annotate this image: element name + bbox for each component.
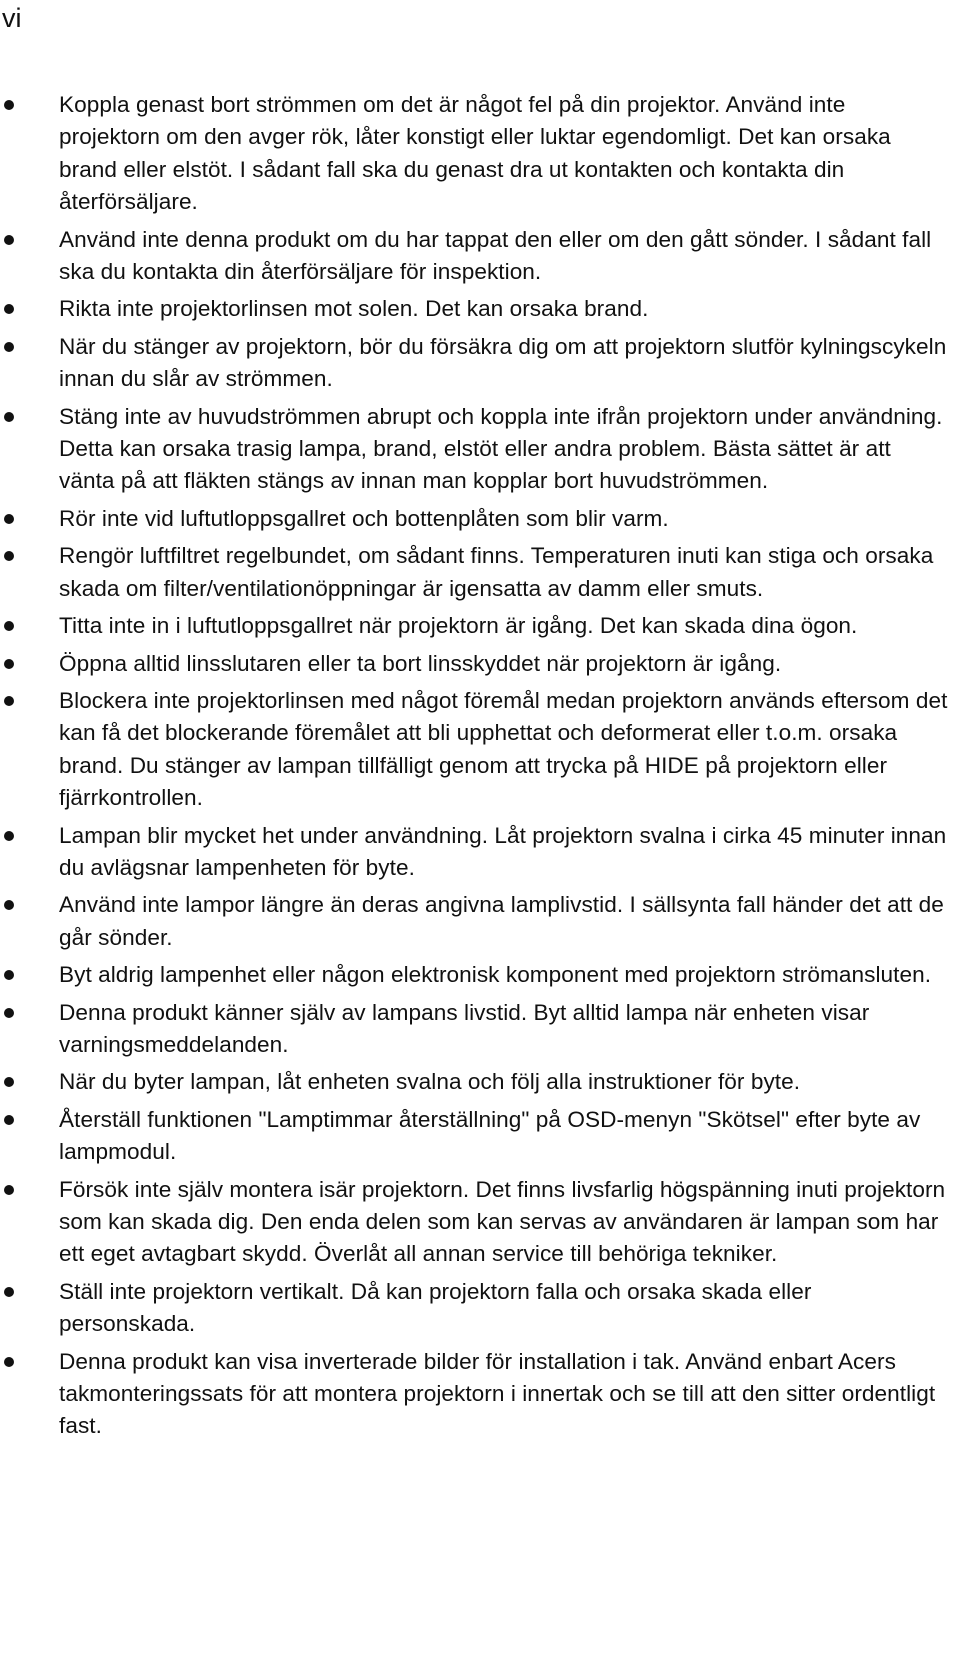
bullet-icon: [4, 100, 14, 110]
list-item-text: När du stänger av projektorn, bör du försäkra dig om att projektorn slutför kylningscykeln innan du slår av strömmen.: [59, 333, 947, 392]
list-item-text: Öppna alltid linsslutaren eller ta bort linsskyddet när projektorn är igång.: [59, 650, 782, 676]
list-item-text: Denna produkt känner själv av lampans livstid. Byt alltid lampa när enheten visar varningsmeddelanden.: [59, 999, 870, 1057]
list-item: [0, 224, 960, 289]
bullet-icon: [4, 621, 14, 631]
bullet-icon: [4, 900, 14, 910]
bullet-icon: [4, 1008, 14, 1018]
list-item-text: Rikta inte projektorlinsen mot solen. Det kan orsaka brand.: [59, 296, 649, 322]
bullet-icon: [4, 235, 14, 245]
list-item-text: Använd inte lampor längre än deras angivna lamplivstid. I sällsynta fall händer det att de går sönder.: [59, 892, 944, 950]
bullet-icon: [4, 342, 14, 352]
list-item: [0, 293, 960, 325]
list-item: [0, 540, 960, 605]
list-item-text: Blockera inte projektorlinsen med något föremål medan projektorn används eftersom det kan få det blockerande föremålet att bli upphettat och deformerat eller t.o.m. orsaka brand. Du stänger av lampan tillfälligt genom att trycka på HIDE på projektorn eller fjärrkontrollen.: [59, 687, 948, 811]
bullet-icon: [4, 970, 14, 980]
bullet-icon: [4, 1357, 14, 1367]
list-item-text: Denna produkt kan visa inverterade bilder för installation i tak. Använd enbart Acers takmonteringssats för att montera projektorn i innertak och se till att den sitter ordentligt fast.: [59, 1348, 936, 1439]
page-number: vi: [2, 3, 22, 33]
bullet-icon: [4, 1185, 14, 1195]
list-item-text: Byt aldrig lampenhet eller någon elektronisk komponent med projektorn strömansluten.: [59, 962, 932, 988]
list-item-text: Använd inte denna produkt om du har tappat den eller om den gått sönder. I sådant fall ska du kontakta din återförsäljare för inspektion.: [59, 226, 932, 285]
bullet-icon: [4, 412, 14, 422]
list-item-text: När du byter lampan, låt enheten svalna och följ alla instruktioner för byte.: [59, 1069, 801, 1095]
bullet-icon: [4, 696, 14, 706]
bullet-icon: [4, 304, 14, 314]
list-item-text: Ställ inte projektorn vertikalt. Då kan projektorn falla och orsaka skada eller personskada.: [59, 1278, 812, 1337]
list-item-text: Lampan blir mycket het under användning. Låt projektorn svalna i cirka 45 minuter innan du avlägsnar lampenheten för byte.: [59, 822, 947, 880]
list-item: [0, 1276, 960, 1341]
list-item: [0, 959, 960, 991]
list-item: [0, 820, 960, 885]
list-item: [0, 685, 960, 815]
list-item-text: Koppla genast bort strömmen om det är något fel på din projektor. Använd inte projektorn om den avger rök, låter konstigt eller luktar egendomligt. Det kan orsaka brand eller elstöt. I sådant fall ska du genast dra ut kontakten och kontakta din återförsäljare.: [59, 92, 891, 215]
list-item-text: Stäng inte av huvudströmmen abrupt och koppla inte ifrån projektorn under användning. Detta kan orsaka trasig lampa, brand, elstöt eller andra problem. Bästa sättet är att vänta på att fläkten stängs av innan man kopplar bort huvudströmmen.: [59, 403, 943, 494]
list-item-text: Återställ funktionen "Lamptimmar återställning" på OSD-menyn "Skötsel" efter byte av lampmodul.: [59, 1106, 921, 1165]
list-item: [0, 1104, 960, 1169]
safety-instructions-list: [0, 89, 960, 1448]
list-item: [0, 889, 960, 954]
bullet-icon: [4, 1115, 14, 1125]
bullet-icon: [4, 1077, 14, 1087]
list-item: [0, 401, 960, 498]
list-item: [0, 331, 960, 396]
list-item: [0, 997, 960, 1062]
bullet-icon: [4, 1287, 14, 1297]
list-item: [0, 1174, 960, 1271]
list-item: [0, 610, 960, 642]
bullet-icon: [4, 831, 14, 841]
list-item: [0, 1346, 960, 1443]
list-item: [0, 89, 960, 219]
list-item: [0, 1066, 960, 1098]
list-item: [0, 648, 960, 680]
list-item-text: Rör inte vid luftutloppsgallret och bottenplåten som blir varm.: [59, 505, 669, 531]
list-item-text: Titta inte in i luftutloppsgallret när projektorn är igång. Det kan skada dina ögon.: [59, 613, 858, 639]
bullet-icon: [4, 551, 14, 561]
list-item-text: Försök inte själv montera isär projektorn. Det finns livsfarlig högspänning inuti projektorn som kan skada dig. Den enda delen som kan servas av användaren är lampan som har ett eget avtagbart skydd. Överlåt all annan service till behöriga tekniker.: [59, 1176, 946, 1267]
list-item-text: Rengör luftfiltret regelbundet, om sådant finns. Temperaturen inuti kan stiga och orsaka skada om filter/ventilationöppningar är igensatta av damm eller smuts.: [59, 543, 934, 601]
bullet-icon: [4, 514, 14, 524]
bullet-icon: [4, 659, 14, 669]
list-item: [0, 503, 960, 535]
